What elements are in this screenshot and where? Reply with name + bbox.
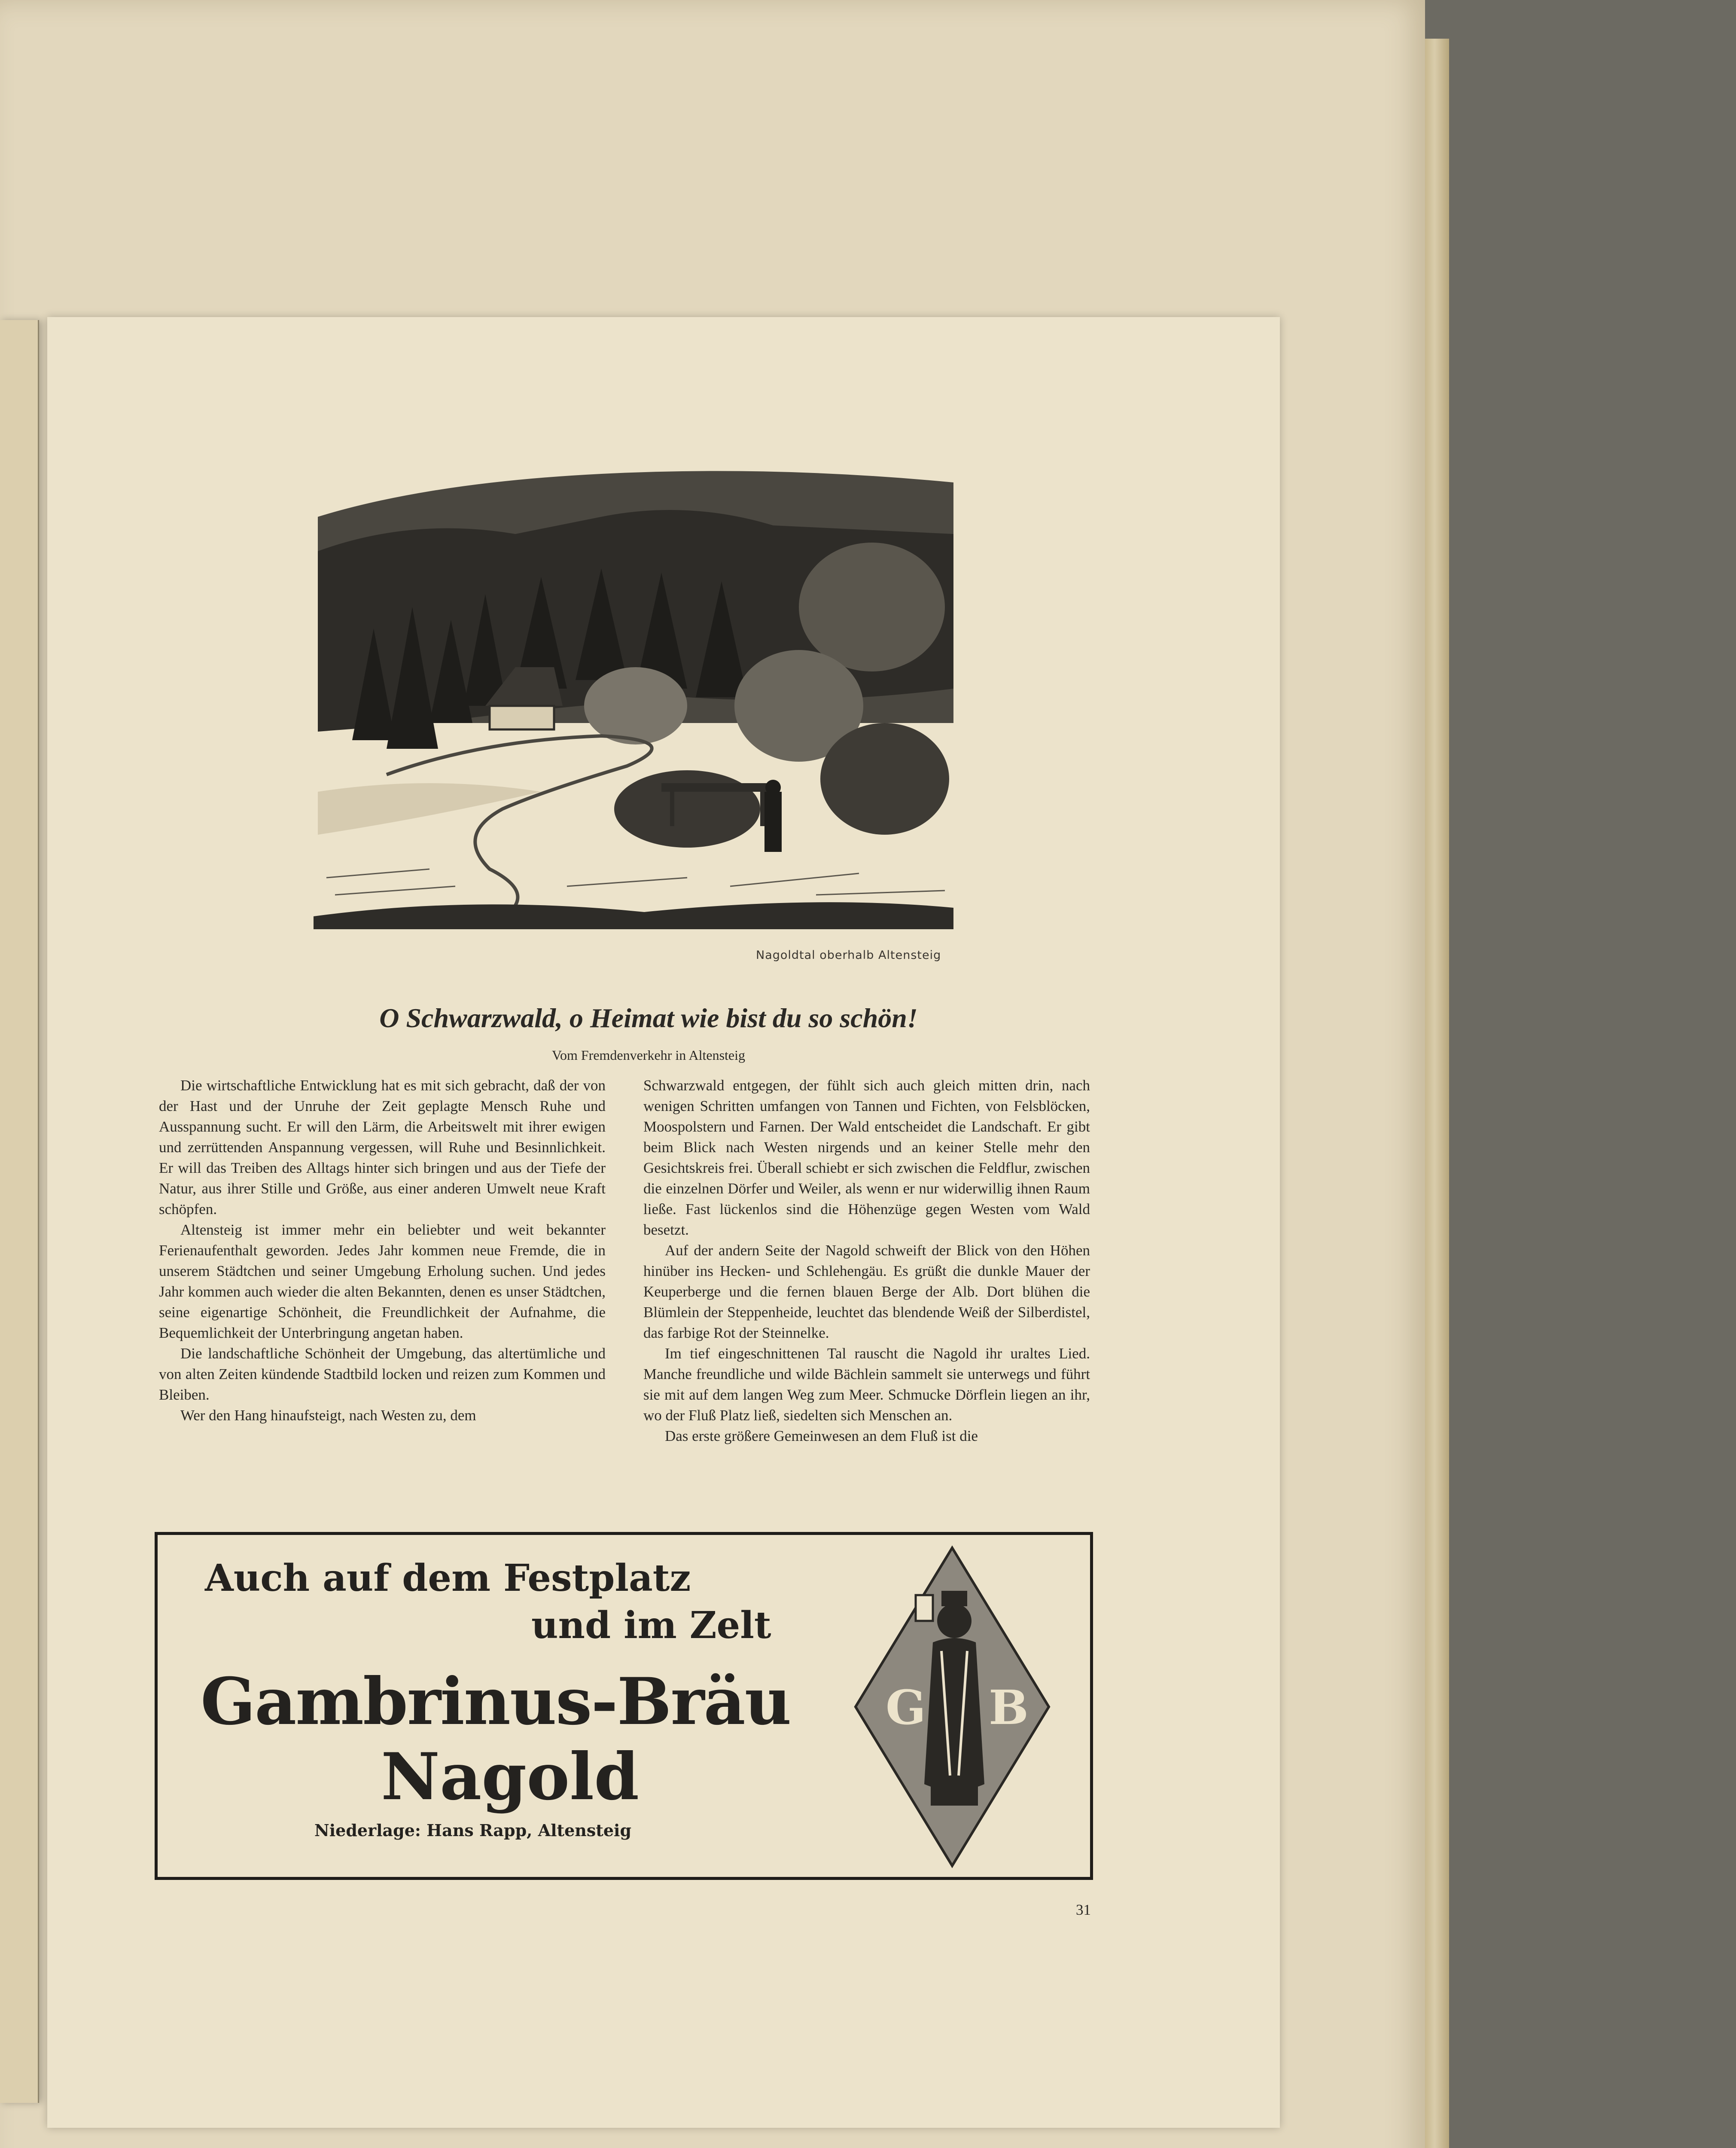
paragraph: Wer den Hang hinaufsteigt, nach Westen zu, dem xyxy=(180,1407,476,1424)
previous-page-edge xyxy=(0,320,39,2103)
ad-brand-name: Gambrinus-Bräu xyxy=(201,1664,791,1739)
landscape-engraving-image xyxy=(301,465,962,934)
ad-headline: Auch auf dem Festplatz xyxy=(205,1556,691,1600)
logo-letter-g: G xyxy=(886,1680,926,1735)
ad-dealer-info: Niederlage: Hans Rapp, Altensteig xyxy=(314,1821,632,1840)
paragraph: Im tief eingeschnittenen Tal rauscht die Nagold ihr uraltes Lied. Manche freundliche und wilde Bächlein sammelt sie unterwegs und führt sie mit auf dem langen Weg zum Meer. Schmucke Dörflein liegen an ihr, wo der Fluß Platz ließ, siedelten sich Menschen an. xyxy=(643,1345,1090,1424)
article-column-left xyxy=(159,1075,606,1426)
paragraph: Die landschaftliche Schönheit der Umgebung, das altertümliche und von alten Zeiten kündende Stadtbild locken und reizen zum Kommen und Bleiben. xyxy=(159,1345,606,1403)
gambrinus-emblem-icon xyxy=(851,1544,1053,1870)
album-spine-edge xyxy=(1425,39,1449,2148)
page-number: 31 xyxy=(1076,1901,1091,1918)
paragraph: Das erste größere Gemeinwesen an dem Fluß ist die xyxy=(665,1428,978,1444)
ad-headline-second: und im Zelt xyxy=(531,1604,771,1647)
article-column-right xyxy=(643,1075,1090,1446)
brewery-logo xyxy=(851,1544,1053,1870)
paragraph: Altensteig ist immer mehr ein beliebter und weit bekannter Ferienaufenthalt geworden. Jedes Jahr kommen neue Fremde, die in unserem Städtchen und seiner Umgebung Erholung suchen. Und jedes Jahr kommen auch wieder die alten Bekannten, denen es unser Städtchen, seine eigenartige Schönheit, die Freundlichkeit der Aufnahme, die Bequemlichkeit der Unterbringung angetan haben. xyxy=(159,1221,606,1341)
magazine-sheet xyxy=(47,317,1280,2128)
logo-letter-b: B xyxy=(989,1680,1029,1735)
article-subtitle: Vom Fremdenverkehr in Altensteig xyxy=(552,1047,745,1063)
paragraph: Schwarzwald entgegen, der fühlt sich auch gleich mitten drin, nach wenigen Schritten umfangen von Tannen und Fichten, von Felsblöcken, Moospolstern und Farnen. Der Wald entscheidet die Landschaft. Er gibt beim Blick nach Westen nirgends und an keiner Stelle mehr den Gesichtskreis frei. Überall schiebt er sich zwischen die Feldflur, zwischen die einzelnen Dörfer und Weiler, als wenn er nur widerwillig ihnen Raum ließe. Fast lückenlos sind die Höhenzüge gegen Westen vom Wald besetzt. xyxy=(643,1077,1090,1238)
paragraph: Die wirtschaftliche Entwicklung hat es mit sich gebracht, daß der von der Hast und der Unruhe der Zeit geplagte Mensch Ruhe und Ausspannung sucht. Er will den Lärm, die Arbeitswelt mit ihrer ewigen und zerrüttenden Anspannung vergessen, will Ruhe und Besinnlichkeit. Er will das Treiben des Alltags hinter sich bringen und aus der Tiefe der Natur, aus ihrer Stille und Größe, aus einer anderen Umwelt neue Kraft schöpfen. xyxy=(159,1077,606,1217)
brewery-advertisement xyxy=(155,1532,1093,1880)
ad-brand-location: Nagold xyxy=(381,1739,640,1815)
article-title: O Schwarzwald, o Heimat wie bist du so schön! xyxy=(379,1003,918,1033)
illustration-caption: Nagoldtal oberhalb Altensteig xyxy=(756,949,941,962)
landscape-illustration xyxy=(301,465,962,934)
paragraph: Auf der andern Seite der Nagold schweift der Blick von den Höhen hinüber ins Hecken- und Schlehengäu. Es grüßt die dunkle Mauer der Keuperberge und die fernen blauen Berge der Alb. Dort blühen die Blümlein der Steppenheide, leuchtet das blendende Weiß der Silberdistel, das farbige Rot der Steinnelke. xyxy=(643,1242,1090,1341)
